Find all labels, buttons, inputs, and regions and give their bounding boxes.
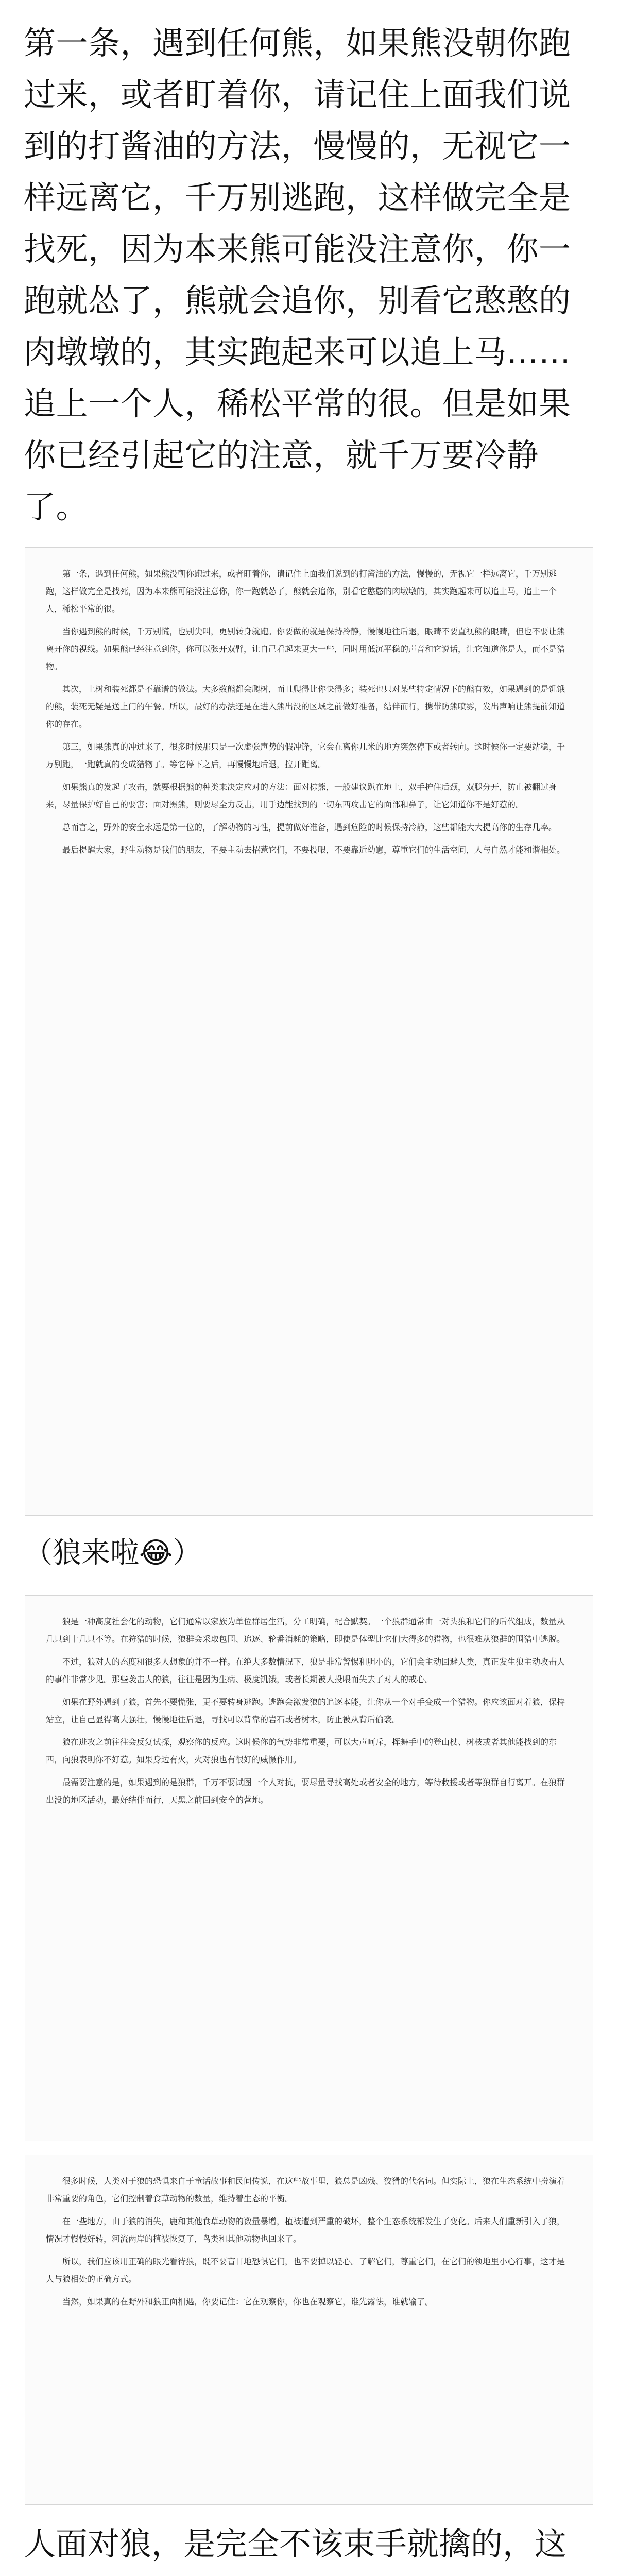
excerpt-paragraph: 狼是一种高度社会化的动物，它们通常以家族为单位群居生活，分工明确，配合默契。一个狼群通常由一对头狼和它们的后代组成，数量从几只到十几只不等。在狩猎的时候，狼群会采取包围、追逐、轮番消耗的策略，即使是体型比它们大得多的猎物，也很难从狼群的围猎中逃脱。 xyxy=(46,1617,565,1644)
excerpt-paragraph: 狼在进攻之前往往会反复试探，观察你的反应。这时候你的气势非常重要，可以大声呵斥，挥舞手中的登山杖、树枝或者其他能找到的东西，向狼表明你不好惹。如果身边有火，火对狼也有很好的威慑作用。 xyxy=(46,1737,557,1765)
excerpt-paragraph: 第三，如果熊真的冲过来了，很多时候那只是一次虚张声势的假冲锋，它会在离你几米的地方突然停下或者转向。这时候你一定要站稳，千万别跑，一跑就真的变成猎物了。等它停下之后，再慢慢地后退，拉开距离。 xyxy=(46,742,565,769)
excerpt-paragraph: 其次，上树和装死都是不靠谱的做法。大多数熊都会爬树，而且爬得比你快得多；装死也只对某些特定情况下的熊有效，如果遇到的是饥饿的熊，装死无疑是送上门的午餐。所以，最好的办法还是在进入熊出没的区域之前做好准备，结伴而行，携带防熊喷雾，发出声响让熊提前知道你的存在。 xyxy=(46,684,565,729)
excerpt-paragraph: 如果熊真的发起了攻击，就要根据熊的种类来决定应对的方法：面对棕熊，一般建议趴在地上，双手护住后颈，双腿分开，防止被翻过身来，尽量保护好自己的要害；面对黑熊，则要尽全力反击，用手边能找到的一切东西攻击它的面部和鼻子，让它知道你不是好惹的。 xyxy=(46,782,557,809)
excerpt-paragraph: 总而言之，野外的安全永远是第一位的，了解动物的习性，提前做好准备，遇到危险的时候保持冷静，这些都能大大提高你的生存几率。 xyxy=(62,822,557,832)
excerpt-paragraph: 最需要注意的是，如果遇到的是狼群，千万不要试图一个人对抗，要尽量寻找高处或者安全的地方，等待救援或者等狼群自行离开。在狼群出没的地区活动，最好结伴而行，天黑之前回到安全的营地。 xyxy=(46,1777,565,1805)
book-excerpt-image xyxy=(25,1595,593,2141)
wolf-caption: （狼来啦😂） xyxy=(24,1536,202,1570)
excerpt-paragraph: 很多时候，人类对于狼的恐惧来自于童话故事和民间传说，在这些故事里，狼总是凶残、狡猾的代名词。但实际上，狼在生态系统中扮演着非常重要的角色，它们控制着食草动物的数量，维持着生态的平衡。 xyxy=(46,2176,565,2204)
excerpt-paragraph: 最后提醒大家，野生动物是我们的朋友，不要主动去招惹它们，不要投喂，不要靠近幼崽，尊重它们的生活空间，人与自然才能和谐相处。 xyxy=(62,845,565,855)
excerpt-paragraph: 当你遇到熊的时候，千万别慌，也别尖叫，更别转身就跑。你要做的就是保持冷静，慢慢地往后退，眼睛不要直视熊的眼睛，但也不要让熊离开你的视线。如果熊已经注意到你，你可以张开双臂，让自己看起来更大一些，同时用低沉平稳的声音和它说话，让它知道你是人，而不是猎物。 xyxy=(46,626,565,671)
book-excerpt-image xyxy=(25,547,593,1516)
excerpt-paragraph: 如果在野外遇到了狼，首先不要慌张，更不要转身逃跑。逃跑会激发狼的追逐本能，让你从一个对手变成一个猎物。你应该面对着狼，保持站立，让自己显得高大强壮，慢慢地往后退，寻找可以背靠的岩石或者树木，防止被从背后偷袭。 xyxy=(46,1697,565,1724)
excerpt-paragraph: 当然，如果真的在野外和狼正面相遇，你要记住：它在观察你，你也在观察它，谁先露怯，谁就输了。 xyxy=(62,2297,434,2307)
excerpt-paragraph: 所以，我们应该用正确的眼光看待狼，既不要盲目地恐惧它们，也不要掉以轻心。了解它们，尊重它们，在它们的领地里小心行事，这才是人与狼相处的正确方式。 xyxy=(46,2257,565,2284)
excerpt-paragraph: 第一条，遇到任何熊，如果熊没朝你跑过来，或者盯着你，请记住上面我们说到的打酱油的方法，慢慢的，无视它一样远离它，千万别逃跑，这样做完全是找死，因为本来熊可能没注意你，你一跑就怂了，熊就会追你，别看它憨憨的肉墩墩的，其实跑起来可以追上马，追上一个人，稀松平常的很。 xyxy=(46,569,557,614)
excerpt-paragraph: 在一些地方，由于狼的消失，鹿和其他食草动物的数量暴增，植被遭到严重的破坏，整个生态系统都发生了变化。后来人们重新引入了狼，情况才慢慢好转，河流两岸的植被恢复了，鸟类和其他动物也回来了。 xyxy=(46,2216,565,2244)
book-excerpt-image xyxy=(25,2155,593,2505)
lead-paragraph: 第一条，遇到任何熊，如果熊没朝你跑过来，或者盯着你，请记住上面我们说到的打酱油的方法，慢慢的，无视它一样远离它，千万别逃跑，这样做完全是找死，因为本来熊可能没注意你，你一跑就怂了，熊就会追你，别看它憨憨的肉墩墩的，其实跑起来可以追上马……追上一个人，稀松平常的很。但是如果你已经引起它的注意，就千万要冷静了。 xyxy=(24,24,571,526)
excerpt-paragraph: 不过，狼对人的态度和很多人想象的并不一样。在绝大多数情况下，狼是非常警惕和胆小的，它们会主动回避人类，真正发生狼主动攻击人的事件非常少见。那些袭击人的狼，往往是因为生病、极度饥饿，或者长期被人投喂而失去了对人的戒心。 xyxy=(46,1657,565,1684)
wolf-paragraph: 人面对狼，是完全不该束手就擒的，这 xyxy=(24,2525,567,2563)
